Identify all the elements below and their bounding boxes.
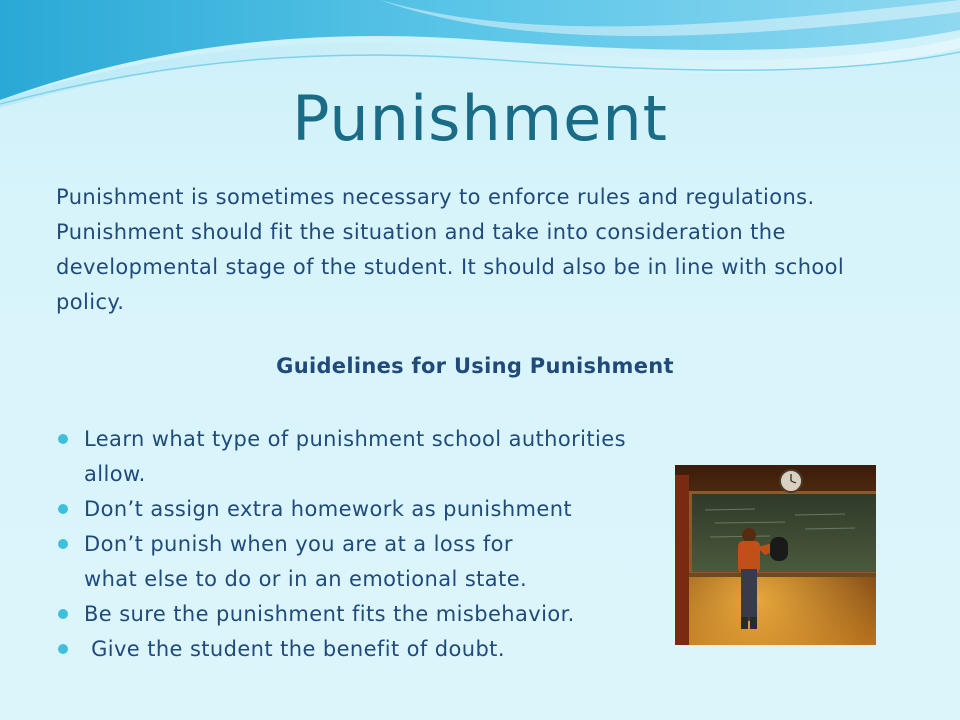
bullet-icon (58, 609, 68, 619)
bullet-icon (58, 504, 68, 514)
guidelines-heading: Guidelines for Using Punishment (276, 354, 674, 378)
list-item-text: Learn what type of punishment school authorities allow. (84, 427, 626, 486)
list-item-text: Don’t assign extra homework as punishment (84, 497, 573, 521)
list-item-text: Be sure the punishment fits the misbehavior. (84, 602, 575, 626)
intro-paragraph: Punishment is sometimes necessary to enforce rules and regulations. Punishment should fit the situation and take into consideration the developmental stage of the student. It should also be in line with school policy. (56, 185, 845, 314)
guidelines-list (56, 422, 676, 667)
list-item (56, 597, 676, 632)
list-item-continuation: what else to do or in an emotional state. (84, 567, 528, 591)
bullet-icon (58, 434, 68, 444)
list-item (56, 632, 676, 667)
list-item-text: Give the student the benefit of doubt. (84, 637, 505, 661)
bullet-icon (58, 644, 68, 654)
child-at-chalkboard-photo (675, 465, 876, 645)
list-item-text: Don’t punish when you are at a loss for (84, 532, 513, 556)
list-item (56, 527, 676, 597)
list-item (56, 422, 676, 492)
slide-title: Punishment (292, 82, 668, 155)
list-item (56, 492, 676, 527)
bullet-icon (58, 539, 68, 549)
